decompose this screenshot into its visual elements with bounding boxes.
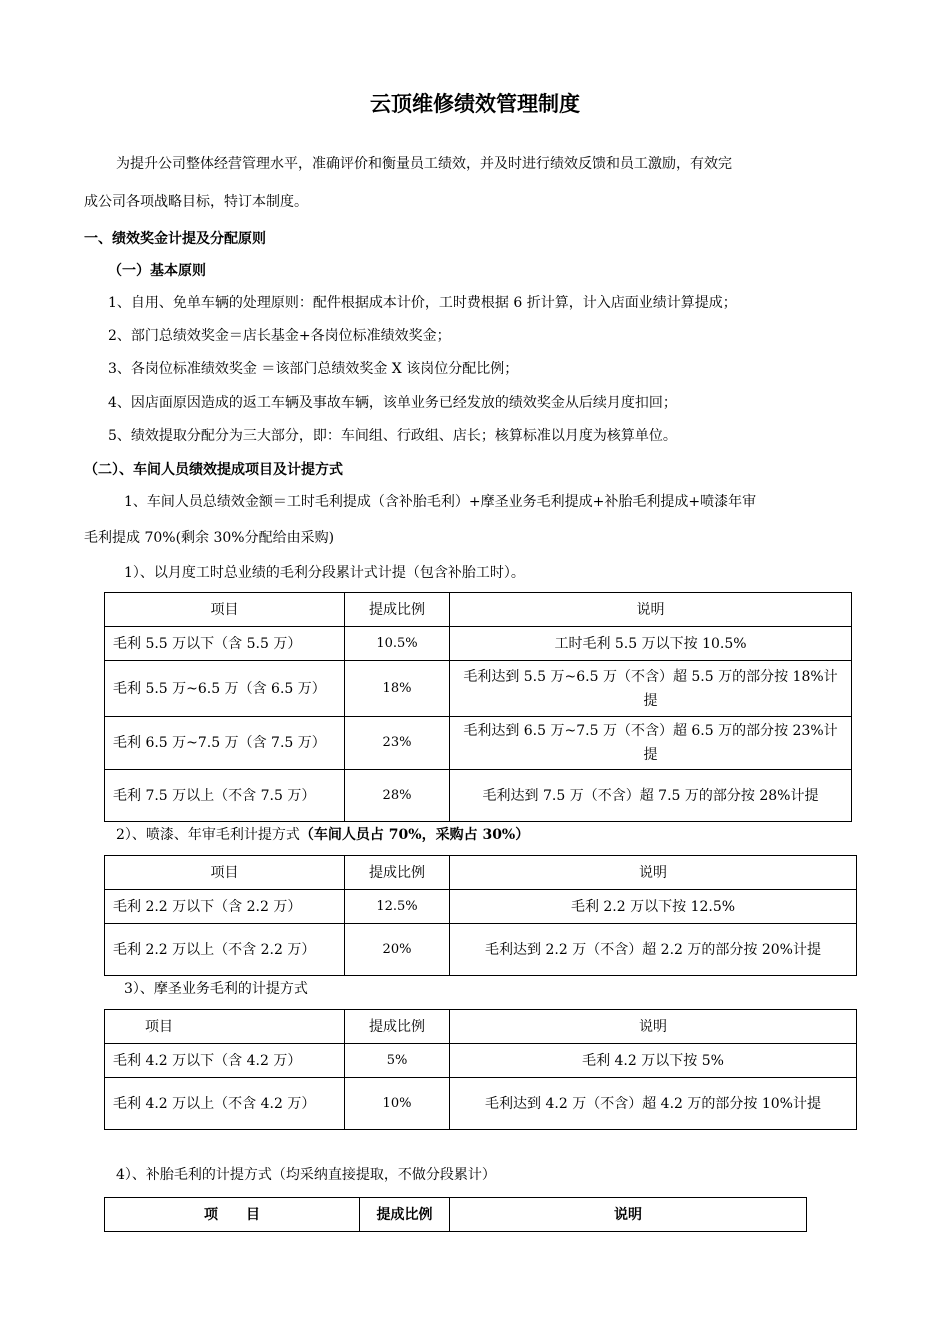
item-cell: 毛利 7.5 万以上（不含 7.5 万） — [105, 770, 345, 822]
table-row — [105, 627, 852, 661]
note-cell: 毛利达到 7.5 万（不含）超 7.5 万的部分按 28%计提 — [450, 770, 852, 822]
note-cell: 毛利达到 4.2 万（不含）超 4.2 万的部分按 10%计提 — [450, 1078, 857, 1130]
table-2-caption-emphasis: （车间人员占 70%，采购占 30%） — [299, 827, 530, 843]
note-cell: 毛利达到 2.2 万（不含）超 2.2 万的部分按 20%计提 — [450, 924, 857, 976]
note-cell: 毛利 4.2 万以下按 5% — [450, 1044, 857, 1078]
item-cell: 毛利 4.2 万以上（不含 4.2 万） — [105, 1078, 345, 1130]
table-1-caption: 1）、以月度工时总业绩的毛利分段累计式计提（包含补胎工时）。 — [124, 565, 525, 581]
note-cell: 工时毛利 5.5 万以下按 10.5% — [450, 627, 852, 661]
principle-item: 2、部门总绩效奖金＝店长基金+各岗位标准绩效奖金； — [108, 328, 451, 344]
table-row — [105, 890, 857, 924]
table-header: 说明 — [450, 1198, 807, 1232]
table-header: 项目 — [105, 1010, 345, 1044]
basic-principles-heading: （一）基本原则 — [108, 263, 206, 279]
note-cell: 毛利达到 5.5 万~6.5 万（不含）超 5.5 万的部分按 18%计提 — [450, 661, 852, 717]
table-header: 项目 — [105, 593, 345, 627]
intro-line-2: 成公司各项战略目标，特订本制度。 — [84, 194, 308, 210]
rate-cell: 23% — [345, 717, 450, 770]
paint-inspection-table — [104, 855, 857, 976]
page-title: 云顶维修绩效管理制度 — [370, 91, 580, 116]
principle-item: 3、各岗位标准绩效奖金 ＝该部门总绩效奖金 X 该岗位分配比例； — [108, 361, 519, 377]
table-header: 提成比例 — [345, 1010, 450, 1044]
item-cell: 毛利 4.2 万以下（含 4.2 万） — [105, 1044, 345, 1078]
workshop-desc-line-2: 毛利提成 70%(剩余 30%分配给由采购) — [84, 530, 335, 546]
rate-cell: 10.5% — [345, 627, 450, 661]
table-row — [105, 661, 852, 717]
intro-line-1: 为提升公司整体经营管理水平，准确评价和衡量员工绩效，并及时进行绩效反馈和员工激励，有效完 — [116, 156, 732, 172]
table-2-caption — [116, 825, 529, 845]
mosheng-margin-table — [104, 1009, 857, 1130]
item-cell: 毛利 2.2 万以下（含 2.2 万） — [105, 890, 345, 924]
principle-item: 4、因店面原因造成的返工车辆及事故车辆，该单业务已经发放的绩效奖金从后续月度扣回； — [108, 395, 677, 411]
table-row — [105, 770, 852, 822]
table-row — [105, 1078, 857, 1130]
note-cell: 毛利 2.2 万以下按 12.5% — [450, 890, 857, 924]
principle-item: 5、绩效提取分配分为三大部分，即：车间组、行政组、店长；核算标准以月度为核算单位。 — [108, 428, 677, 444]
table-row — [105, 924, 857, 976]
rate-cell: 12.5% — [345, 890, 450, 924]
table-2-caption-text: 2）、喷漆、年审毛利计提方式 — [116, 827, 300, 843]
table-row — [105, 717, 852, 770]
table-header: 提成比例 — [360, 1198, 450, 1232]
table-header: 项 目 — [105, 1198, 360, 1232]
rate-cell: 20% — [345, 924, 450, 976]
labor-margin-table — [104, 592, 852, 822]
table-header: 提成比例 — [345, 593, 450, 627]
workshop-desc-line-1: 1、车间人员总绩效金额＝工时毛利提成（含补胎毛利）+摩圣业务毛利提成+补胎毛利提成+喷漆年审 — [124, 494, 757, 510]
table-4-caption: 4）、补胎毛利的计提方式（均采纳直接提取，不做分段累计） — [116, 1167, 496, 1183]
rate-cell: 5% — [345, 1044, 450, 1078]
table-header: 说明 — [450, 856, 857, 890]
tire-repair-table — [104, 1197, 807, 1232]
table-row — [105, 1044, 857, 1078]
rate-cell: 28% — [345, 770, 450, 822]
rate-cell: 10% — [345, 1078, 450, 1130]
rate-cell: 18% — [345, 661, 450, 717]
workshop-heading: （二）、车间人员绩效提成项目及计提方式 — [84, 462, 343, 478]
table-header: 项目 — [105, 856, 345, 890]
item-cell: 毛利 2.2 万以上（不含 2.2 万） — [105, 924, 345, 976]
table-3-caption: 3）、摩圣业务毛利的计提方式 — [124, 981, 308, 997]
principle-item: 1、自用、免单车辆的处理原则：配件根据成本计价，工时费根据 6 折计算，计入店面业绩计算提成； — [108, 295, 737, 311]
item-cell: 毛利 6.5 万~7.5 万（含 7.5 万） — [105, 717, 345, 770]
note-cell: 毛利达到 6.5 万~7.5 万（不含）超 6.5 万的部分按 23%计提 — [450, 717, 852, 770]
table-header: 提成比例 — [345, 856, 450, 890]
item-cell: 毛利 5.5 万以下（含 5.5 万） — [105, 627, 345, 661]
section-1-heading: 一、绩效奖金计提及分配原则 — [84, 231, 266, 247]
table-header: 说明 — [450, 1010, 857, 1044]
item-cell: 毛利 5.5 万~6.5 万（含 6.5 万） — [105, 661, 345, 717]
table-header: 说明 — [450, 593, 852, 627]
